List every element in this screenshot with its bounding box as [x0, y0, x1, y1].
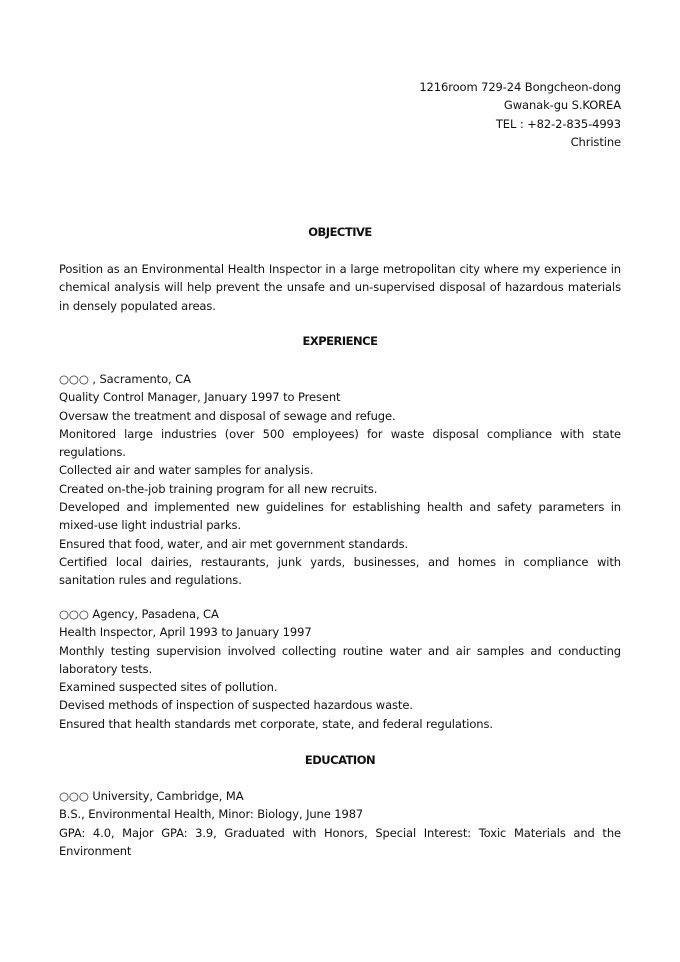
- phone-number: TEL : +82-2-835-4993: [495, 116, 621, 131]
- contact-block: [419, 78, 621, 151]
- job-duty: Created on-the-job training program for all new recruits.: [59, 481, 378, 496]
- objective-text: Position as an Environmental Health Inspector in a large metropolitan city where my experience in chemical analysis will help prevent the unsafe and un-supervised disposal of hazardous materials in densely populated areas.: [59, 262, 621, 313]
- education-school: ○○○ University, Cambridge, MA: [59, 789, 244, 803]
- job-duty: Monthly testing supervision involved collecting routine water and air samples and conducting laboratory tests.: [59, 643, 621, 676]
- job-title: Quality Control Manager, January 1997 to Present: [59, 390, 341, 405]
- job-duty: Developed and implemented new guidelines for establishing health and safety parameters in mixed-use light industrial parks.: [59, 500, 621, 533]
- job-duty: Collected air and water samples for analysis.: [59, 463, 314, 478]
- job-duty: Certified local dairies, restaurants, junk yards, businesses, and homes in compliance with sanitation rules and regulations.: [59, 554, 621, 588]
- job-employer: ○○○ Agency, Pasadena, CA: [59, 607, 219, 621]
- job-duty: Ensured that food, water, and air met government standards.: [59, 536, 409, 551]
- job-duty: Devised methods of inspection of suspected hazardous waste.: [59, 698, 413, 713]
- job-title: Health Inspector, April 1993 to January 1997: [59, 625, 312, 640]
- job-duty: Oversaw the treatment and disposal of sewage and refuge.: [59, 408, 396, 423]
- objective-heading: OBJECTIVE: [308, 225, 372, 239]
- education-entry: [59, 787, 621, 860]
- experience-heading: EXPERIENCE: [302, 334, 378, 348]
- job-duty: Examined suspected sites of pollution.: [59, 680, 278, 695]
- education-details: GPA: 4.0, Major GPA: 3.9, Graduated with Honors, Special Interest: Toxic Materials and the Environment: [59, 825, 621, 858]
- address-line-1: 1216room 729-24 Bongcheon-dong: [419, 80, 621, 94]
- job-entry-1: [59, 370, 621, 590]
- education-heading: EDUCATION: [304, 753, 376, 767]
- job-entry-2: [59, 605, 621, 733]
- address-line-2: Gwanak-gu S.KOREA: [503, 98, 621, 113]
- education-degree: B.S., Environmental Health, Minor: Biology, June 1987: [59, 807, 364, 822]
- job-duty: Monitored large industries (over 500 employees) for waste disposal compliance with state regulations.: [59, 426, 621, 460]
- applicant-name: Christine: [570, 134, 621, 149]
- job-duty: Ensured that health standards met corporate, state, and federal regulations.: [59, 716, 493, 731]
- job-employer: ○○○ , Sacramento, CA: [59, 372, 191, 386]
